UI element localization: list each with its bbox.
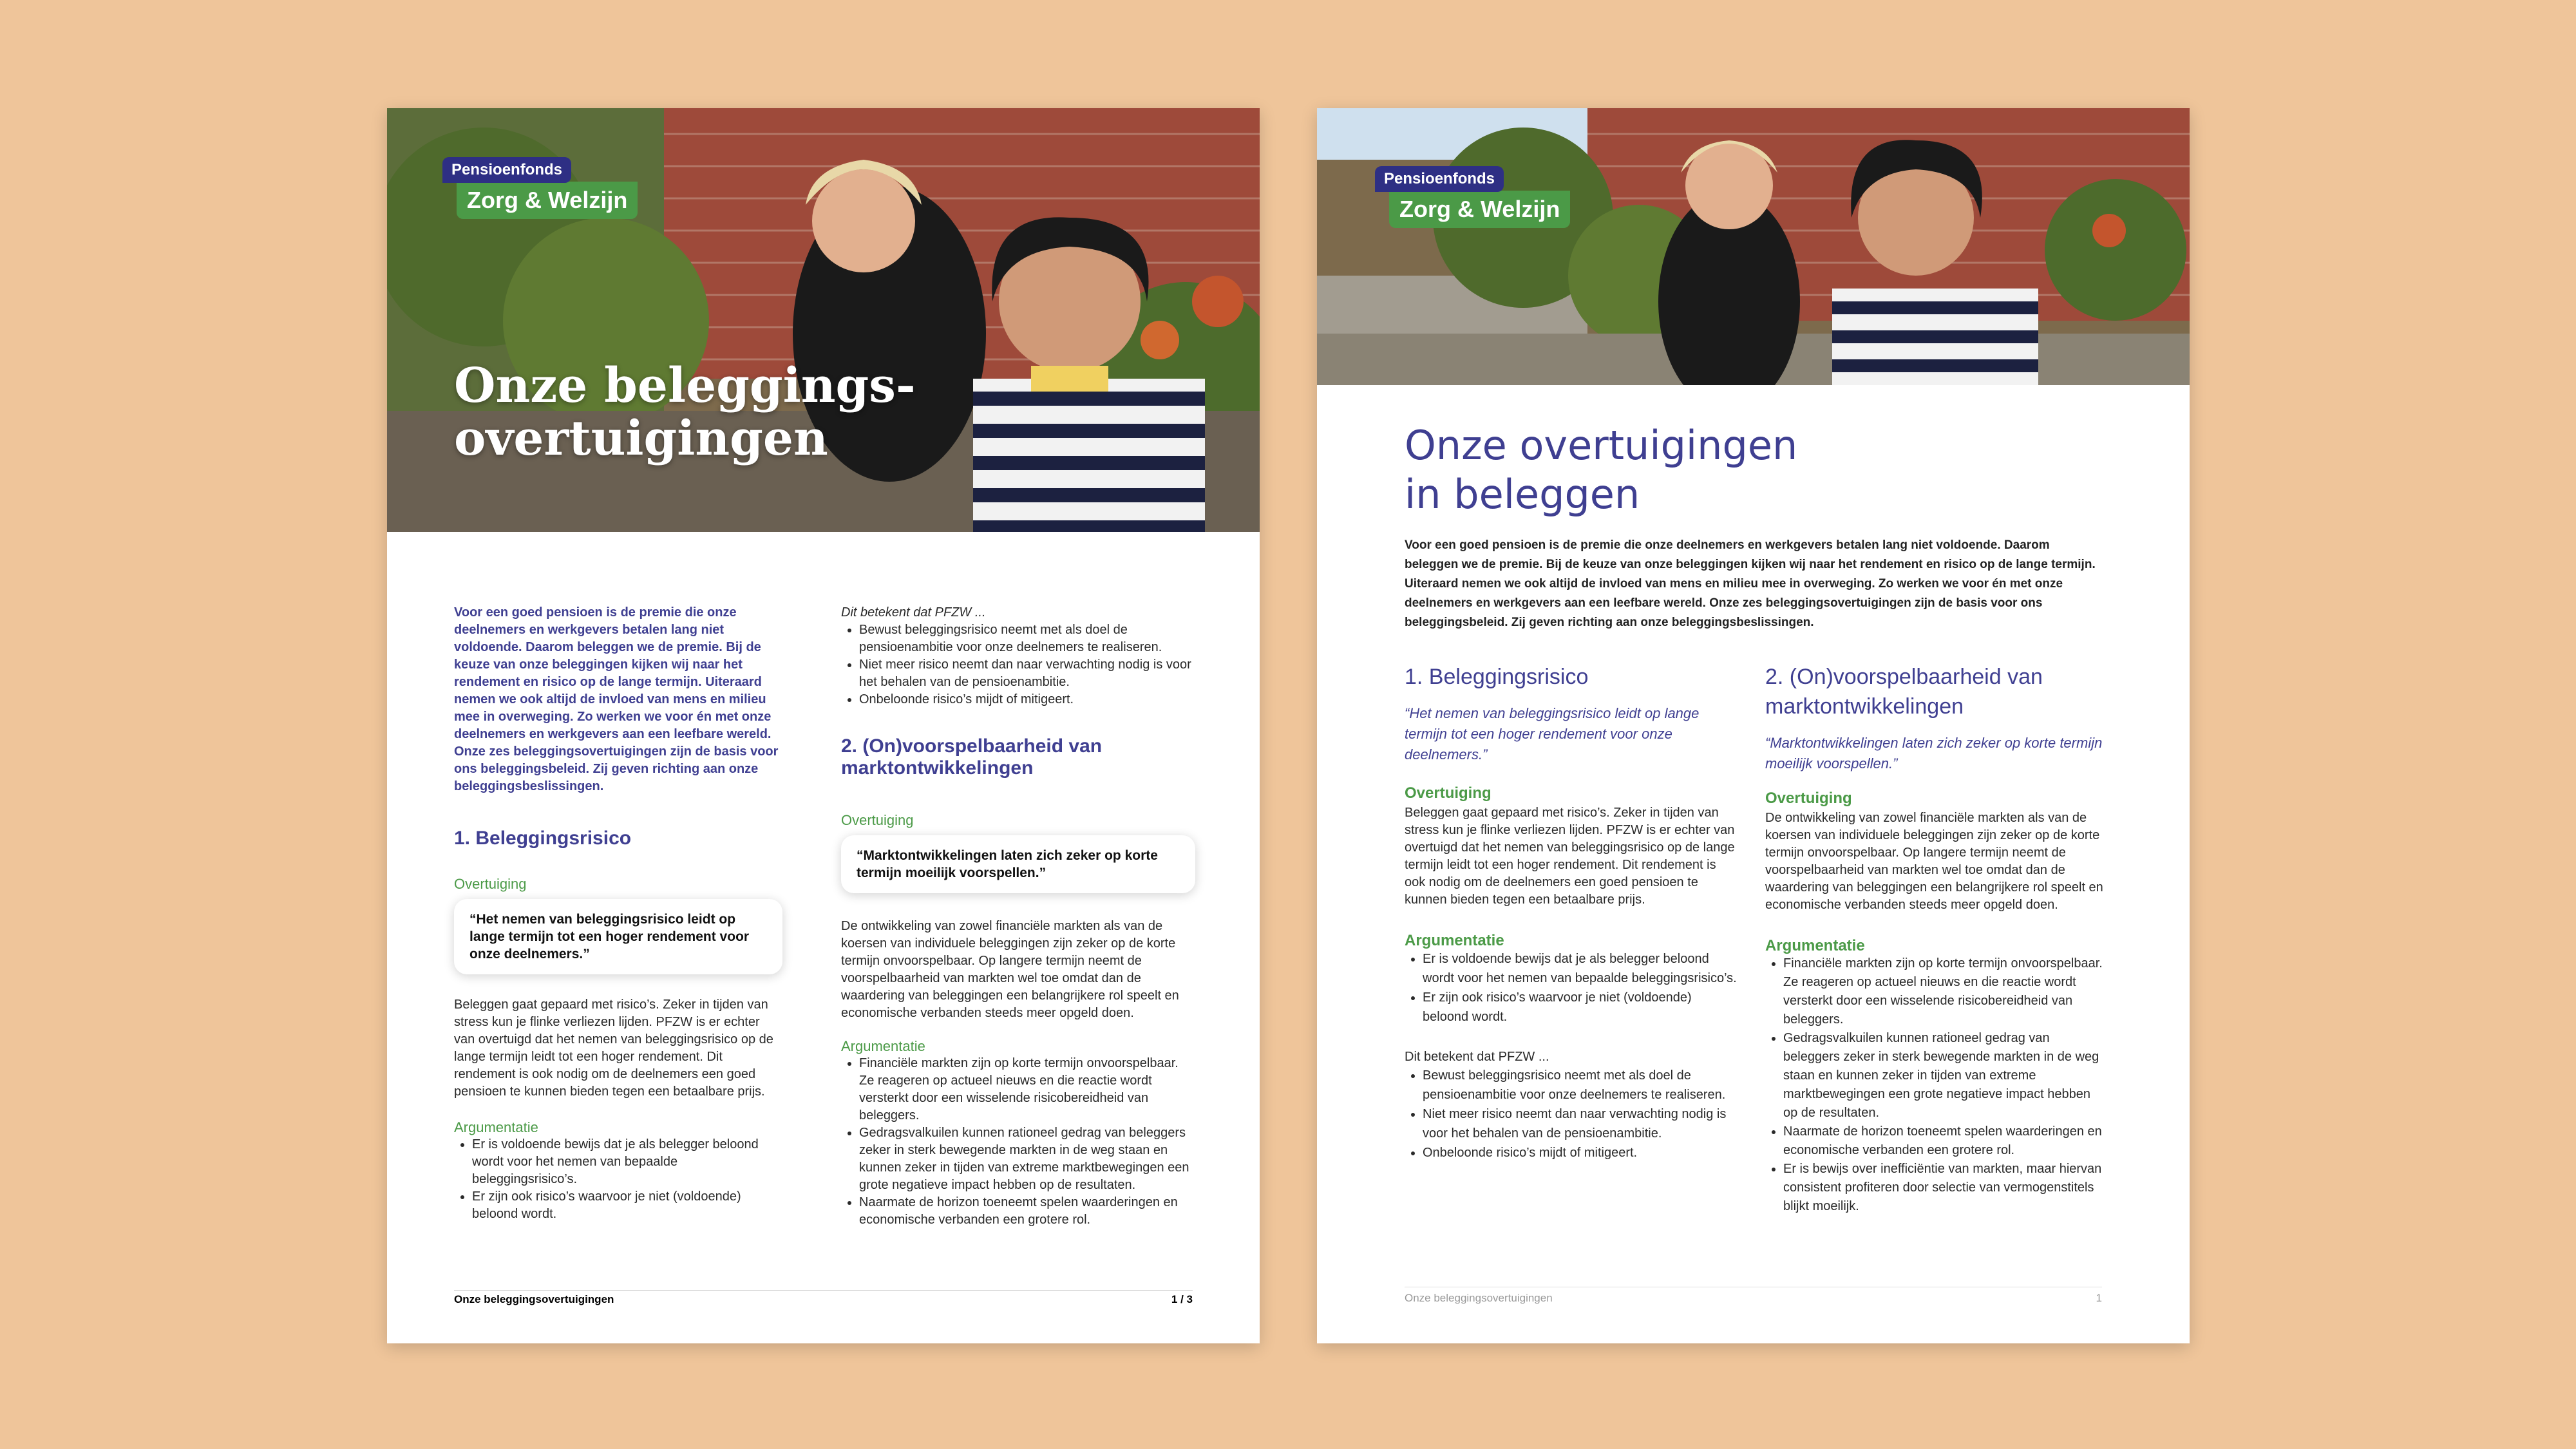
section-2-quote: “Marktontwikkelingen laten zich zeker op korte termijn moeilijk voorspellen.”	[1765, 735, 2103, 772]
list-item: • Er is bewijs over inefficiëntie van markten, maar hiervan consistent profiteren door selectie van vermogenstitels blijkt moeilijk.	[1783, 1160, 2107, 1216]
list-item: • Naarmate de horizon toeneemt spelen waarderingen en economische verbanden een grotere rol.	[1783, 1122, 2107, 1160]
page-number: 1 / 3	[1171, 1293, 1193, 1305]
meaning-list	[841, 621, 1195, 708]
section-1-label: Overtuiging	[1405, 784, 1492, 802]
right-column	[1765, 662, 2107, 1216]
list-item: • Onbeloonde risico’s mijdt of mitigeert.	[1423, 1143, 1739, 1162]
section-1-args	[454, 1136, 782, 1223]
section-2-title: 2. (On)voorspelbaarheid van marktontwikkelingen	[1765, 665, 2043, 719]
page-number: 1	[2096, 1292, 2102, 1304]
section-1-arg-label: Argumentatie	[454, 1119, 538, 1135]
footer-title: Onze beleggingsovertuigingen	[1405, 1292, 1553, 1304]
footer-divider	[454, 1290, 1193, 1291]
brochure-page-original	[387, 108, 1260, 1343]
meaning-label: Dit betekent dat PFZW ...	[1405, 1050, 1549, 1064]
section-1-args	[1405, 949, 1739, 1027]
list-item: • Financiële markten zijn op korte termijn onvoorspelbaar. Ze reageren op actueel nieuws en die reactie wordt versterkt door een wisselende risicobereidheid van beleggers.	[1783, 954, 2107, 1029]
logo-line-2: Zorg & Welzijn	[1389, 191, 1570, 228]
section-1-quote: “Het nemen van beleggingsrisico leidt op lange termijn tot een hoger rendement voor onze deelnemers.”	[1405, 705, 1700, 762]
list-item: • Er zijn ook risico’s waarvoor je niet (voldoende) beloond wordt.	[472, 1188, 782, 1223]
section-1-body: Beleggen gaat gepaard met risico’s. Zeker in tijden van stress kun je flinke verliezen lijden. PFZW is er echter van overtuigd dat het nemen van beleggingsrisico op de lange termijn leidt tot een hoger rendement. Dit rendement is ook nodig om de deelnemers een goed pensioen te kunnen bieden tegen een betaalbare prijs.	[1405, 806, 1735, 907]
section-2-quote: “Marktontwikkelingen laten zich zeker op korte termijn moeilijk voorspellen.”	[841, 835, 1195, 893]
brand-logo	[442, 157, 638, 219]
brand-logo	[1375, 166, 1570, 228]
section-2-title: 2. (On)voorspelbaarheid van marktontwikkelingen	[841, 735, 1103, 779]
section-2-label: Overtuiging	[1765, 790, 1852, 807]
left-column	[454, 604, 782, 1223]
list-item: • Er zijn ook risico’s waarvoor je niet (voldoende) beloond wordt.	[1423, 988, 1739, 1027]
section-2-body: De ontwikkeling van zowel financiële markten als van de koersen van individuele beleggingen zijn zeker op de korte termijn onvoorspelbaar. Op langere termijn neemt de voorspelbaarheid van markten wel toe omdat dan de waardering van beleggingen een belangrijkere rol speelt en economische verbanden steeds meer opgeld doen.	[841, 919, 1179, 1020]
section-2-args	[841, 1055, 1195, 1229]
intro-paragraph: Voor een goed pensioen is de premie die onze deelnemers en werkgevers betalen lang niet voldoende. Daarom beleggen we de premie. Bij de keuze van onze beleggingen kijken wij naar het rendement en risico op de lange termijn. Uiteraard nemen we ook altijd de invloed van mens en milieu mee in overweging. Zo werken we voor én met onze deelnemers en werkgevers aan een leefbare wereld. Onze zes beleggingsovertuigingen zijn de basis voor ons beleggingsbeleid. Zij geven richting aan onze beleggingsbeslissingen.	[1405, 538, 2096, 629]
list-item: • Gedragsvalkuilen kunnen rationeel gedrag van beleggers zeker in sterk bewegende markten in de weg staan en kunnen zeker in tijden van extreme marktbewegingen een grote negatieve impact hebben op de resultaten.	[1783, 1029, 2107, 1122]
logo-line-1: Pensioenfonds	[442, 157, 571, 183]
list-item: • Financiële markten zijn op korte termijn onvoorspelbaar. Ze reageren op actueel nieuws en die reactie wordt versterkt door een wisselende risicobereidheid van beleggers.	[859, 1055, 1195, 1124]
list-item: • Bewust beleggingsrisico neemt met als doel de pensioenambitie voor onze deelnemers te realiseren.	[1423, 1066, 1739, 1104]
section-1-arg-label: Argumentatie	[1405, 932, 1504, 949]
footer-title: Onze beleggingsovertuigingen	[454, 1293, 614, 1305]
list-item: • Bewust beleggingsrisico neemt met als doel de pensioenambitie voor onze deelnemers te realiseren.	[859, 621, 1195, 656]
brochure-page-redesign	[1317, 108, 2190, 1343]
page-title: Onze overtuigingen in beleggen	[1405, 422, 1798, 518]
section-2-args	[1765, 954, 2107, 1216]
meaning-label: Dit betekent dat PFZW ...	[841, 605, 986, 620]
section-2-body: De ontwikkeling van zowel financiële markten als van de koersen van individuele beleggingen zijn zeker op de korte termijn onvoorspelbaar. Op langere termijn neemt de voorspelbaarheid van markten wel toe omdat dan de waardering van beleggingen een belangrijkere rol speelt en economische verbanden steeds meer opgeld doen.	[1765, 811, 2103, 912]
section-1-quote: “Het nemen van beleggingsrisico leidt op lange termijn tot een hoger rendement voor onze deelnemers.”	[454, 899, 782, 974]
hero-wave	[387, 495, 1260, 553]
section-1-body: Beleggen gaat gepaard met risico’s. Zeker in tijden van stress kun je flinke verliezen lijden. PFZW is er echter van overtuigd dat het nemen van beleggingsrisico op de lange termijn leidt tot een hoger rendement. Dit rendement is ook nodig om de deelnemers een goed pensioen te kunnen bieden tegen een betaalbare prijs.	[454, 998, 773, 1099]
hero-title: Onze beleggings- overtuigingen	[454, 358, 916, 466]
hero-photo	[1317, 108, 2190, 385]
left-column	[1405, 662, 1739, 1162]
logo-line-2: Zorg & Welzijn	[457, 182, 638, 219]
section-2-label: Overtuiging	[841, 812, 914, 828]
intro-paragraph: Voor een goed pensioen is de premie die onze deelnemers en werkgevers betalen lang niet voldoende. Daarom beleggen we de premie. Bij de keuze van onze beleggingen kijken wij naar het rendement en risico op de lange termijn. Uiteraard nemen we ook altijd de invloed van mens en milieu mee in overweging. Zo werken we voor én met onze deelnemers en werkgevers aan een leefbare wereld. Onze zes beleggingsovertuigingen zijn de basis voor ons beleggingsbeleid. Zij geven richting aan onze beleggingsbeslissingen.	[454, 605, 779, 793]
section-1-title: 1. Beleggingsrisico	[454, 828, 632, 849]
list-item: • Naarmate de horizon toeneemt spelen waarderingen en economische verbanden een grotere rol.	[859, 1194, 1195, 1229]
list-item: • Gedragsvalkuilen kunnen rationeel gedrag van beleggers zeker in sterk bewegende markten in de weg staan en kunnen zeker in tijden van extreme marktbewegingen een grote negatieve impact hebben op de resultaten.	[859, 1124, 1195, 1194]
right-column	[841, 604, 1195, 1229]
section-1-title: 1. Beleggingsrisico	[1405, 665, 1589, 689]
meaning-list	[1405, 1066, 1739, 1162]
logo-line-1: Pensioenfonds	[1375, 166, 1504, 192]
list-item: • Er is voldoende bewijs dat je als belegger beloond wordt voor het nemen van bepaalde beleggingsrisico’s.	[472, 1136, 782, 1188]
section-2-arg-label: Argumentatie	[1765, 937, 1865, 954]
section-1-label: Overtuiging	[454, 876, 527, 892]
hero-photo-illustration	[1317, 108, 2190, 385]
list-item: • Er is voldoende bewijs dat je als belegger beloond wordt voor het nemen van bepaalde beleggingsrisico’s.	[1423, 949, 1739, 988]
list-item: • Onbeloonde risico’s mijdt of mitigeert.	[859, 691, 1195, 708]
list-item: • Niet meer risico neemt dan naar verwachting nodig is voor het behalen van de pensioenambitie.	[859, 656, 1195, 691]
section-2-arg-label: Argumentatie	[841, 1038, 925, 1054]
list-item: • Niet meer risico neemt dan naar verwachting nodig is voor het behalen van de pensioenambitie.	[1423, 1104, 1739, 1143]
